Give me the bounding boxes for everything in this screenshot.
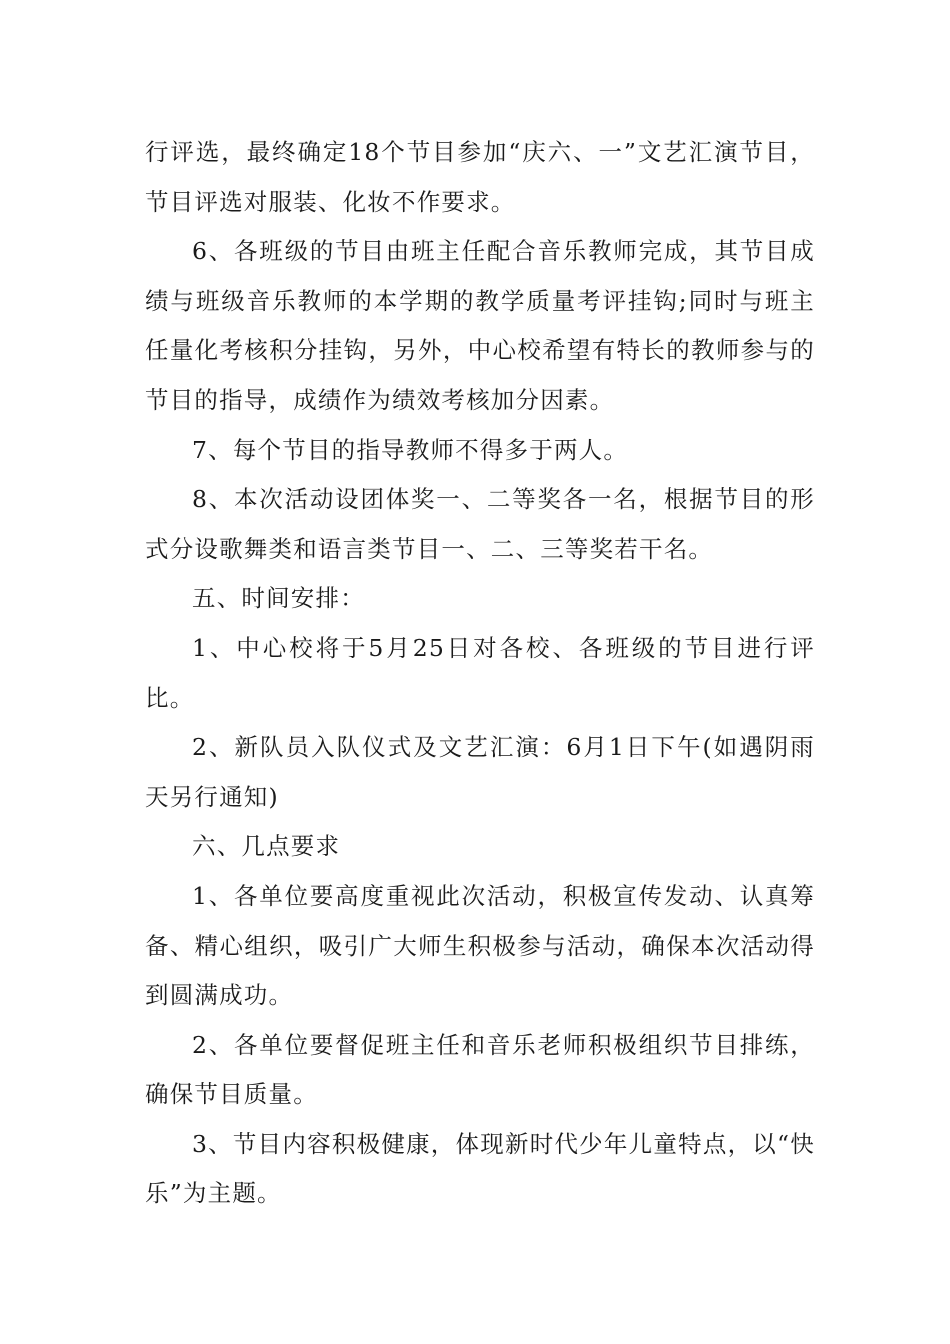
section-heading-requirements: 六、几点要求 bbox=[192, 832, 341, 861]
document-body bbox=[145, 128, 815, 1219]
paragraph-requirement-3: 3、节目内容积极健康，体现新时代少年儿童特点，以“快乐”为主题。 bbox=[145, 1129, 815, 1208]
section-heading-schedule: 五、时间安排： bbox=[192, 584, 365, 613]
paragraph-item-7: 7、每个节目的指导教师不得多于两人。 bbox=[192, 435, 629, 464]
paragraph-schedule-1: 1、中心校将于5月25日对各校、各班级的节目进行评比。 bbox=[145, 633, 815, 712]
paragraph-item-6: 6、各班级的节目由班主任配合音乐教师完成，其节目成绩与班级音乐教师的本学期的教学质量考评挂钩;同时与班主任量化考核积分挂钩，另外，中心校希望有特长的教师参与的节目的指导，成绩作为绩效考核加分因素。 bbox=[145, 237, 815, 414]
paragraph-requirement-2: 2、各单位要督促班主任和音乐老师积极组织节目排练，确保节目质量。 bbox=[145, 1030, 815, 1109]
paragraph-schedule-2: 2、新队员入队仪式及文艺汇演：6月1日下午(如遇阴雨天另行通知) bbox=[145, 733, 815, 811]
paragraph-continuation: 行评选，最终确定18个节目参加“庆六、一”文艺汇演节目，节目评选对服装、化妆不作要求。 bbox=[145, 138, 815, 216]
paragraph-requirement-1: 1、各单位要高度重视此次活动，积极宣传发动、认真筹备、精心组织，吸引广大师生积极参与活动，确保本次活动得到圆满成功。 bbox=[145, 881, 815, 1010]
paragraph-item-8: 8、本次活动设团体奖一、二等奖各一名，根据节目的形式分设歌舞类和语言类节目一、二、三等奖若干名。 bbox=[145, 485, 815, 563]
